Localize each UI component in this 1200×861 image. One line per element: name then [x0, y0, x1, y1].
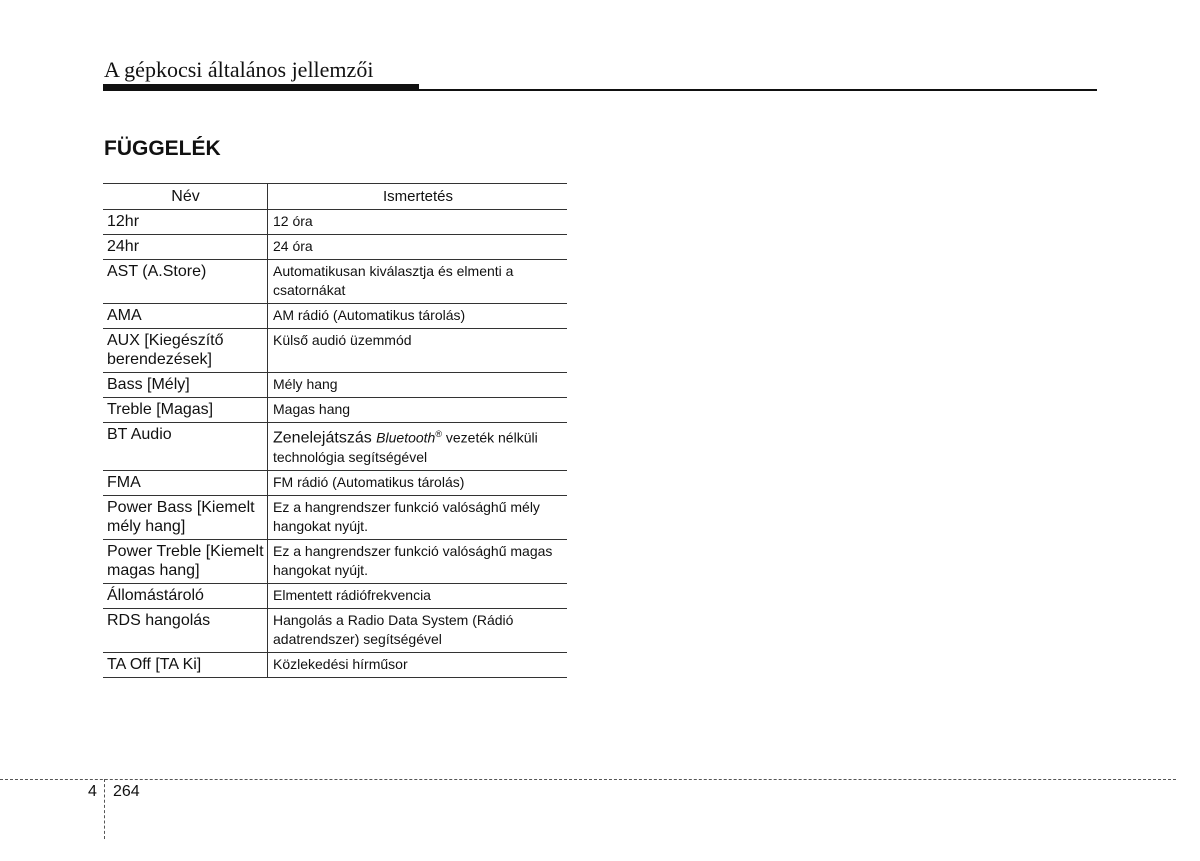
- term-description: 12 óra: [273, 213, 313, 229]
- term-description: Ez a hangrendszer funkció valósághű mély hangokat nyújt.: [273, 498, 540, 534]
- table-row: [103, 210, 567, 235]
- term-description: Ez a hangrendszer funkció valósághű magas hangokat nyújt.: [273, 542, 553, 578]
- table-row: [103, 583, 567, 608]
- header-rule-thin: [419, 89, 1097, 91]
- registered-mark: ®: [435, 429, 442, 439]
- term-name: BT Audio: [103, 423, 268, 471]
- section-heading: FÜGGELÉK: [104, 137, 221, 160]
- term-description: Mély hang: [273, 376, 338, 392]
- table-row: [103, 398, 567, 423]
- table-row: [103, 423, 567, 471]
- term-description: [268, 423, 568, 471]
- term-name: AUX [Kiegészítő berendezések]: [103, 329, 268, 373]
- header-rule-thick: [103, 84, 419, 91]
- table-header-row: [103, 184, 567, 210]
- table-row: [103, 608, 567, 652]
- term-description: Automatikusan kiválasztja és elmenti a csatornákat: [273, 263, 514, 298]
- table-row: [103, 373, 567, 398]
- table-row: [103, 470, 567, 495]
- table-row: [103, 260, 567, 304]
- footer-divider-horizontal: [0, 779, 1176, 780]
- term-name: Power Bass [Kiemelt mély hang]: [103, 495, 268, 539]
- term-name: 12hr: [103, 210, 268, 235]
- term-name: AST (A.Store): [103, 260, 268, 304]
- column-header-description: Ismertetés: [382, 187, 454, 205]
- term-description: Közlekedési hírműsor: [273, 655, 408, 672]
- table-row: [103, 539, 567, 583]
- term-description: Külső audió üzemmód: [273, 332, 412, 348]
- term-description: Magas hang: [273, 401, 351, 417]
- description-rest: vezeték nélküli technológia segítségével: [273, 429, 538, 465]
- term-name: Állomástároló: [103, 583, 268, 608]
- glossary-table: [103, 183, 567, 678]
- term-name: FMA: [103, 470, 268, 495]
- term-name: 24hr: [103, 235, 268, 260]
- column-header-name: Név: [103, 184, 268, 210]
- chapter-number: 4: [88, 783, 97, 800]
- description-lead: Zenelejátszás: [273, 429, 377, 447]
- bluetooth-brand: Bluetooth: [376, 429, 436, 446]
- table-row: [103, 652, 567, 677]
- table-row: [103, 495, 567, 539]
- term-name: AMA: [103, 304, 268, 329]
- term-name: Bass [Mély]: [103, 373, 268, 398]
- term-name: TA Off [TA Ki]: [103, 652, 268, 677]
- term-description: Hangolás a Radio Data System (Rádió adatrendszer) segítségével: [273, 611, 514, 647]
- header-title: A gépkocsi általános jellemzői: [104, 57, 374, 82]
- term-description: FM rádió (Automatikus tárolás): [273, 473, 465, 490]
- table-row: [103, 329, 567, 373]
- page-number: 264: [113, 783, 140, 800]
- footer-divider-vertical: [104, 779, 105, 839]
- term-description: Elmentett rádiófrekvencia: [273, 586, 431, 603]
- term-description: 24 óra: [273, 238, 313, 254]
- term-name: Power Treble [Kiemelt magas hang]: [103, 539, 268, 583]
- table-row: [103, 304, 567, 329]
- term-description: AM rádió (Automatikus tárolás): [273, 307, 466, 323]
- table-row: [103, 235, 567, 260]
- term-name: RDS hangolás: [103, 608, 268, 652]
- term-name: Treble [Magas]: [103, 398, 268, 423]
